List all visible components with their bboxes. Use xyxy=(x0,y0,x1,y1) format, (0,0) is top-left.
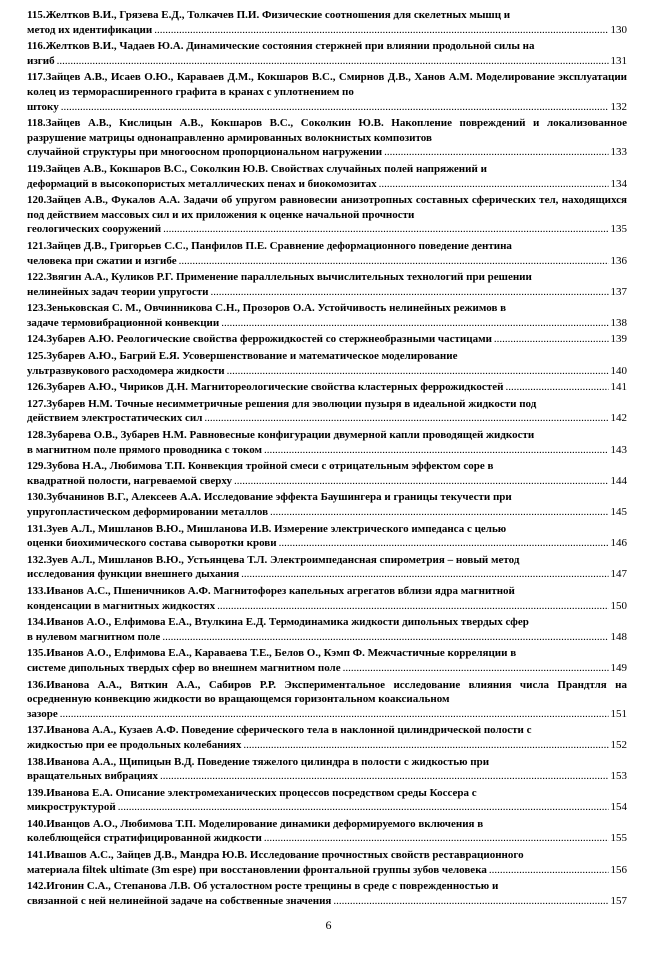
toc-entry-title-tail: человека при сжатии и изгибе xyxy=(27,254,177,267)
toc-entry-number: 131. xyxy=(27,522,47,535)
toc-entry-title: Игонин С.А., Степанова Л.В. Об усталостном росте трещины в среде с поврежденностью и xyxy=(46,880,499,893)
dot-leader xyxy=(241,567,608,582)
toc-entry-title: Иванова А.А., Вяткин А.А., Сабиров Р.Р. Экспериментальное исследование влияния числа Прандтля на осредненную конвекцию жидкости во вращающемся горизонтальном коаксиальном xyxy=(27,678,627,706)
toc-entry-title-end xyxy=(27,411,202,426)
toc-entry xyxy=(27,879,627,908)
toc-entry-title-end xyxy=(27,863,487,878)
dot-leader xyxy=(163,222,608,237)
toc-entry-title: Ивашов А.С., Зайцев Д.В., Мандра Ю.В. Исследование прочностных свойств реставрационного xyxy=(46,849,524,862)
toc-entry-page-number: 131 xyxy=(610,54,627,67)
toc-entry xyxy=(27,332,627,347)
toc-entry-title-tail: деформаций в высокопористых металлических пенах и биокомозитах xyxy=(27,177,377,190)
toc-entry-last-line xyxy=(27,380,627,395)
toc-entry xyxy=(27,239,627,268)
dot-leader xyxy=(494,332,609,347)
toc-entry-number: 126. xyxy=(27,381,47,394)
toc-entry-number: 141. xyxy=(27,849,47,862)
toc-entry-last-line xyxy=(27,332,627,347)
toc-entry-page-number: 135 xyxy=(610,223,627,236)
toc-entry-text xyxy=(27,301,627,316)
toc-entry-text xyxy=(27,270,627,285)
toc-entry xyxy=(27,162,627,191)
toc-entry-title-tail: жидкостью при ее продольных колебаниях xyxy=(27,738,242,751)
toc-entry-title: Иванцов А.О., Любимова Т.П. Моделирование динамики деформируемого включения в xyxy=(46,817,484,830)
toc-entry-last-line xyxy=(27,661,627,676)
toc-entry xyxy=(27,301,627,330)
dot-leader xyxy=(61,100,609,115)
toc-entry-title-end xyxy=(27,505,268,520)
toc-entry-page-number: 147 xyxy=(610,568,627,581)
dot-leader xyxy=(505,380,608,395)
toc-entry-page-number: 139 xyxy=(610,333,627,346)
toc-entry-title: Зайцев А.В., Фукалов А.А. Задачи об упругом равновесии анизотропных составных сферических тел, находящихся под действием массовых сил и их приложения к оценке начальной прочности xyxy=(27,194,627,221)
toc-entry-number: 117. xyxy=(27,71,46,84)
toc-entry xyxy=(27,678,627,722)
toc-entry-title-tail: геологических сооружений xyxy=(27,223,162,236)
dot-leader xyxy=(264,831,609,846)
toc-entry-title-end xyxy=(27,364,225,379)
toc-entry-number: 128. xyxy=(27,429,47,442)
toc-entry xyxy=(27,8,627,37)
dot-leader xyxy=(60,707,609,722)
toc-entry-number: 122. xyxy=(27,271,47,284)
toc-entry-title-tail: материала filtek ultimate (3m espe) при восстановлении фронтальной группы зубов человека xyxy=(27,863,487,876)
toc-entry-title: Иванов А.О., Елфимова Е.А., Втулкина Е.Д. Термодинамика жидкости дипольных твердых сфер xyxy=(46,616,529,629)
toc-entry-title: Желтков В.И., Грязева Е.Д., Толкачев П.И. Физические соотношения для скелетных мышц и xyxy=(45,9,511,21)
toc-entry-page-number: 145 xyxy=(610,506,627,518)
toc-entry-text xyxy=(27,8,627,23)
toc-entry-number: 133. xyxy=(27,584,47,597)
toc-entry-title-end xyxy=(27,599,215,614)
toc-entry-title-end xyxy=(27,100,59,115)
toc-entry-title: Иванова Е.А. Описание электромеханических процессов посредством среды Коссера с xyxy=(46,786,477,799)
dot-leader xyxy=(227,364,609,379)
dot-leader xyxy=(343,661,609,676)
toc-entry-number: 119. xyxy=(27,162,46,175)
dot-leader xyxy=(221,316,608,331)
toc-entry-page-number: 140 xyxy=(610,364,627,377)
toc-entry-title-tail: действием электростатических сил xyxy=(27,412,203,425)
toc-entry-page-number: 144 xyxy=(610,474,627,487)
toc-entry-text xyxy=(27,116,627,145)
toc-entry xyxy=(27,615,627,644)
toc-entry-title-tail: колеблющейся стратифицированной жидкости xyxy=(27,832,262,845)
toc-entry-page-number: 141 xyxy=(610,381,627,394)
dot-leader xyxy=(333,894,608,909)
toc-entry-title: Зайцев Д.В., Григорьев С.С., Панфилов П.Е. Сравнение деформационного поведение дентина xyxy=(46,239,512,252)
toc-entry-title-tail: изгиб xyxy=(27,54,55,67)
toc-entry-title: Иванов А.О., Елфимова Е.А., Караваева Т.Е., Белов О., Кэмп Ф. Межчастичные корреляции в xyxy=(46,647,517,660)
dot-leader xyxy=(264,443,608,458)
toc-entry-title: Зубарева О.В., Зубарев Н.М. Равновесные конфигурации двумерной капли проводящей жидкости xyxy=(46,429,535,442)
toc-entry-title-end xyxy=(27,567,239,582)
toc-entry xyxy=(27,349,627,378)
toc-entry-number: 115. xyxy=(27,9,46,21)
toc-entry xyxy=(27,116,627,160)
toc-entry-text xyxy=(27,239,627,254)
toc-entry-last-line xyxy=(27,411,627,426)
toc-entry-last-line xyxy=(27,177,627,192)
toc-entry-text xyxy=(27,848,627,863)
toc-entry-title-tail: системе дипольных твердых сфер во внешнем магнитном поле xyxy=(27,661,341,674)
toc-entry-page-number: 146 xyxy=(610,537,627,550)
toc-entry-page-number: 154 xyxy=(610,801,627,814)
toc-entry-last-line xyxy=(27,23,627,38)
toc-entry xyxy=(27,553,627,582)
toc-entry xyxy=(27,380,627,395)
dot-leader xyxy=(210,285,608,300)
toc-entry-number: 124. xyxy=(27,333,47,346)
toc-entry-text xyxy=(27,193,627,222)
toc-entry-text xyxy=(27,162,627,177)
toc-entry-title-end xyxy=(27,316,219,331)
toc-entry-last-line xyxy=(27,474,627,489)
toc-entry-number: 136. xyxy=(27,678,47,691)
toc-entry-page-number: 152 xyxy=(610,738,627,751)
toc-entry-page-number: 148 xyxy=(610,630,627,643)
toc-entry-last-line xyxy=(27,505,627,520)
toc-entry-title-tail: Зубарев А.Ю., Чириков Д.Н. Магнитореологические свойства кластерных феррожидкостей xyxy=(46,381,504,394)
toc-entry-title: Зуев А.Л., Мишланов В.Ю., Мишланова И.В. Измерение электрического импеданса с целью xyxy=(46,522,507,535)
toc-entry-title-end xyxy=(27,145,382,160)
dot-leader xyxy=(489,863,609,878)
toc-entry-number: 129. xyxy=(27,460,47,473)
toc-entry-title-end xyxy=(27,177,377,192)
toc-entry-page-number: 156 xyxy=(610,863,627,876)
toc-entry-title-end xyxy=(27,332,492,347)
toc-entry-page-number: 143 xyxy=(610,443,627,456)
toc-entry-title-end xyxy=(27,222,161,237)
toc-entry-title-end xyxy=(27,380,503,395)
toc-entry-title-tail: Зубарев А.Ю. Реологические свойства феррожидкостей со стержнеобразными частицами xyxy=(46,333,492,346)
toc-entry-title-end xyxy=(27,769,158,784)
toc-entry-title-end xyxy=(27,443,262,458)
dot-leader xyxy=(204,411,608,426)
toc-entry-page-number: 134 xyxy=(610,177,627,190)
toc-entry-title-tail: нелинейных задач теории упругости xyxy=(27,285,209,298)
toc-entry-title-tail: вращательных вибрациях xyxy=(27,770,159,783)
toc-entry-title: Иванова А.А., Кузаев А.Ф. Поведение сферического тела в наклонной цилиндрической полости с xyxy=(46,724,532,737)
toc-entry-number: 142. xyxy=(27,880,47,893)
toc-entry-title-end xyxy=(27,661,341,676)
dot-leader xyxy=(160,769,608,784)
toc-entry-title-tail: в нулевом магнитном поле xyxy=(27,630,161,643)
toc-entry-text xyxy=(27,39,627,54)
toc-entry-number: 138. xyxy=(27,755,47,768)
toc-entry-title: Зубова Н.А., Любимова Т.П. Конвекция тройной смеси с отрицательным эффектом соре в xyxy=(46,460,494,473)
toc-entry xyxy=(27,522,627,551)
toc-entry-last-line xyxy=(27,254,627,269)
toc-entry-last-line xyxy=(27,54,627,69)
toc-entry-text xyxy=(27,817,627,832)
toc-entry xyxy=(27,755,627,784)
table-of-contents xyxy=(27,8,627,908)
dot-leader xyxy=(57,54,609,69)
toc-entry-title: Иванов А.С., Пшеничников А.Ф. Магнитофорез капельных агрегатов вблизи ядра магнитной xyxy=(46,584,515,597)
toc-entry-title-end xyxy=(27,285,208,300)
toc-entry-last-line xyxy=(27,567,627,582)
toc-entry-title-end xyxy=(27,536,277,551)
toc-entry-last-line xyxy=(27,100,627,115)
toc-entry-title: Зайцев А.В., Исаев О.Ю., Караваев Д.М., Кокшаров В.С., Смирнов Д.В., Ханов А.М. Моделирование эксплуатации колец из терморасширенного графита в кранах с уплотнением по xyxy=(27,71,627,98)
toc-entry-last-line xyxy=(27,800,627,815)
toc-entry xyxy=(27,723,627,752)
toc-entry-page-number: 130 xyxy=(610,23,627,36)
toc-entry-number: 139. xyxy=(27,786,47,799)
toc-entry-title-tail: конденсации в магнитных жидкостях xyxy=(27,599,216,612)
toc-entry-page-number: 136 xyxy=(610,254,627,267)
toc-entry-title-end xyxy=(27,474,232,489)
toc-entry-last-line xyxy=(27,145,627,160)
toc-entry-title-tail: случайной структуры при многоосном пропорциональном нагружении xyxy=(27,146,383,159)
toc-entry-title-tail: квадратной полости, нагреваемой сверху xyxy=(27,474,232,487)
toc-entry-last-line xyxy=(27,707,627,722)
toc-entry-number: 140. xyxy=(27,817,47,830)
dot-leader xyxy=(118,800,609,815)
toc-entry-page-number: 142 xyxy=(610,412,627,425)
toc-entry-last-line xyxy=(27,863,627,878)
toc-entry-page-number: 132 xyxy=(610,100,627,113)
toc-entry-number: 120. xyxy=(27,194,47,207)
toc-entry-text xyxy=(27,490,627,505)
toc-entry xyxy=(27,817,627,846)
toc-entry-title: Зубарев Н.М. Точные несимметричные решения для эволюции пузыря в идеальной жидкости под xyxy=(46,397,537,410)
toc-entry-title-end xyxy=(27,254,177,269)
toc-entry-title-tail: зазоре xyxy=(27,707,58,720)
toc-entry-last-line xyxy=(27,738,627,753)
toc-entry-title-tail: в магнитном поле прямого проводника с током xyxy=(27,443,263,456)
toc-entry-page-number: 151 xyxy=(610,707,627,720)
toc-entry-last-line xyxy=(27,630,627,645)
toc-entry-last-line xyxy=(27,536,627,551)
dot-leader xyxy=(243,738,608,753)
toc-entry-number: 123. xyxy=(27,302,47,315)
toc-entry xyxy=(27,70,627,114)
toc-entry-title: Зайцев А.В., Кислицын А.В., Кокшаров В.С., Соколкин Ю.В. Накопление повреждений и локализованное разрушение матрицы однонаправленно армированных волокнистых композитов xyxy=(27,117,627,144)
toc-entry-title: Иванова А.А., Щипицын В.Д. Поведение тяжелого цилиндра в полости с жидкостью при xyxy=(46,755,490,768)
toc-entry xyxy=(27,786,627,815)
dot-leader xyxy=(384,145,608,160)
dot-leader xyxy=(279,536,609,551)
toc-entry-page-number: 133 xyxy=(610,146,627,159)
dot-leader xyxy=(154,23,608,38)
toc-entry xyxy=(27,490,627,519)
toc-entry-last-line xyxy=(27,894,627,909)
toc-entry-title-tail: метод их идентификации xyxy=(27,23,153,36)
toc-entry-number: 127. xyxy=(27,397,47,410)
toc-entry-text xyxy=(27,723,627,738)
toc-entry-text xyxy=(27,584,627,599)
toc-entry-title: Зубчанинов В.Г., Алексеев А.А. Исследование эффекта Баушингера и границы текучести при xyxy=(46,491,512,504)
toc-entry-title-tail: упругопластическом деформировании металлов xyxy=(27,506,269,518)
toc-entry-number: 137. xyxy=(27,724,47,737)
toc-entry xyxy=(27,646,627,675)
toc-entry-last-line xyxy=(27,316,627,331)
toc-entry-text xyxy=(27,522,627,537)
toc-entry-number: 130. xyxy=(27,491,47,504)
toc-entry-title-tail: задаче термовибрационной конвекции xyxy=(27,316,220,329)
toc-entry-number: 118. xyxy=(27,117,46,130)
toc-entry-title-end xyxy=(27,630,160,645)
toc-entry-page-number: 157 xyxy=(610,894,627,907)
toc-entry-page-number: 155 xyxy=(610,832,627,845)
toc-entry-title: Зеньковская С. М., Овчинникова С.Н., Прозоров О.А. Устойчивость нелинейных режимов в xyxy=(46,302,507,315)
toc-entry-text xyxy=(27,786,627,801)
toc-entry-title-end xyxy=(27,831,262,846)
toc-entry-title-end xyxy=(27,707,58,722)
toc-entry xyxy=(27,270,627,299)
toc-entry-last-line xyxy=(27,769,627,784)
toc-entry xyxy=(27,848,627,877)
toc-entry-last-line xyxy=(27,831,627,846)
toc-entry-last-line xyxy=(27,599,627,614)
toc-entry-title-tail: микроструктурой xyxy=(27,801,116,814)
toc-entry-text xyxy=(27,646,627,661)
toc-entry-title: Зуев А.Л., Мишланов В.Ю., Устьянцева Т.Л. Электроимпедансная спирометрия – новый метод xyxy=(46,553,520,566)
toc-entry-text xyxy=(27,615,627,630)
toc-entry-title-tail: оценки биохимического состава сыворотки крови xyxy=(27,537,277,550)
toc-entry xyxy=(27,584,627,613)
toc-entry-text xyxy=(27,755,627,770)
toc-entry-title-tail: связанной с ней нелинейной задаче на собственные значения xyxy=(27,894,332,907)
toc-entry-last-line xyxy=(27,222,627,237)
toc-entry-number: 125. xyxy=(27,350,47,363)
toc-entry-last-line xyxy=(27,285,627,300)
dot-leader xyxy=(179,254,609,269)
toc-entry-page-number: 137 xyxy=(610,285,627,298)
dot-leader xyxy=(162,630,608,645)
toc-entry-text xyxy=(27,459,627,474)
dot-leader xyxy=(217,599,608,614)
toc-entry-title: Зайцев А.В., Кокшаров В.С., Соколкин Ю.В. Свойствах случайных полей напряжений и xyxy=(45,162,487,175)
toc-entry xyxy=(27,397,627,426)
toc-entry-text xyxy=(27,678,627,707)
dot-leader xyxy=(379,177,609,192)
toc-entry xyxy=(27,428,627,457)
toc-entry-page-number: 138 xyxy=(610,316,627,329)
dot-leader xyxy=(270,505,608,520)
toc-entry-title: Желтков В.И., Чадаев Ю.А. Динамические состояния стержней при влиянии продольной силы на xyxy=(45,40,535,53)
toc-entry-text xyxy=(27,397,627,412)
toc-entry-title-end xyxy=(27,54,55,69)
toc-entry-title-tail: штоку xyxy=(27,100,59,113)
toc-entry-text xyxy=(27,879,627,894)
toc-entry-title-end xyxy=(27,894,331,909)
toc-entry-text xyxy=(27,428,627,443)
toc-entry-title: Зубарев А.Ю., Багрий Е.Я. Усовершенствование и математическое моделирование xyxy=(46,350,458,363)
toc-entry xyxy=(27,39,627,68)
toc-entry-text xyxy=(27,70,627,99)
toc-entry-number: 135. xyxy=(27,647,47,660)
toc-entry-title: Звягин А.А., Куликов Р.Г. Применение параллельных вычислительных технологий при решении xyxy=(46,271,532,284)
dot-leader xyxy=(234,474,609,489)
toc-entry-number: 132. xyxy=(27,553,47,566)
page-number: 6 xyxy=(325,918,332,932)
toc-entry-page-number: 150 xyxy=(610,599,627,612)
toc-entry xyxy=(27,193,627,237)
toc-entry-title-end xyxy=(27,23,152,38)
toc-entry-title-end xyxy=(27,738,241,753)
toc-entry-last-line xyxy=(27,443,627,458)
toc-entry-number: 134. xyxy=(27,616,47,629)
toc-entry-title-tail: ультразвукового расходомера жидкости xyxy=(27,364,225,377)
toc-entry-number: 116. xyxy=(27,40,46,53)
toc-entry-last-line xyxy=(27,364,627,379)
toc-entry-text xyxy=(27,553,627,568)
toc-entry-page-number: 153 xyxy=(610,770,627,783)
toc-entry-title-tail: исследования функции внешнего дыхания xyxy=(27,568,240,581)
toc-entry-title-end xyxy=(27,800,116,815)
toc-entry-number: 121. xyxy=(27,239,47,252)
toc-entry-text xyxy=(27,349,627,364)
toc-entry-page-number: 149 xyxy=(610,661,627,674)
toc-entry xyxy=(27,459,627,488)
